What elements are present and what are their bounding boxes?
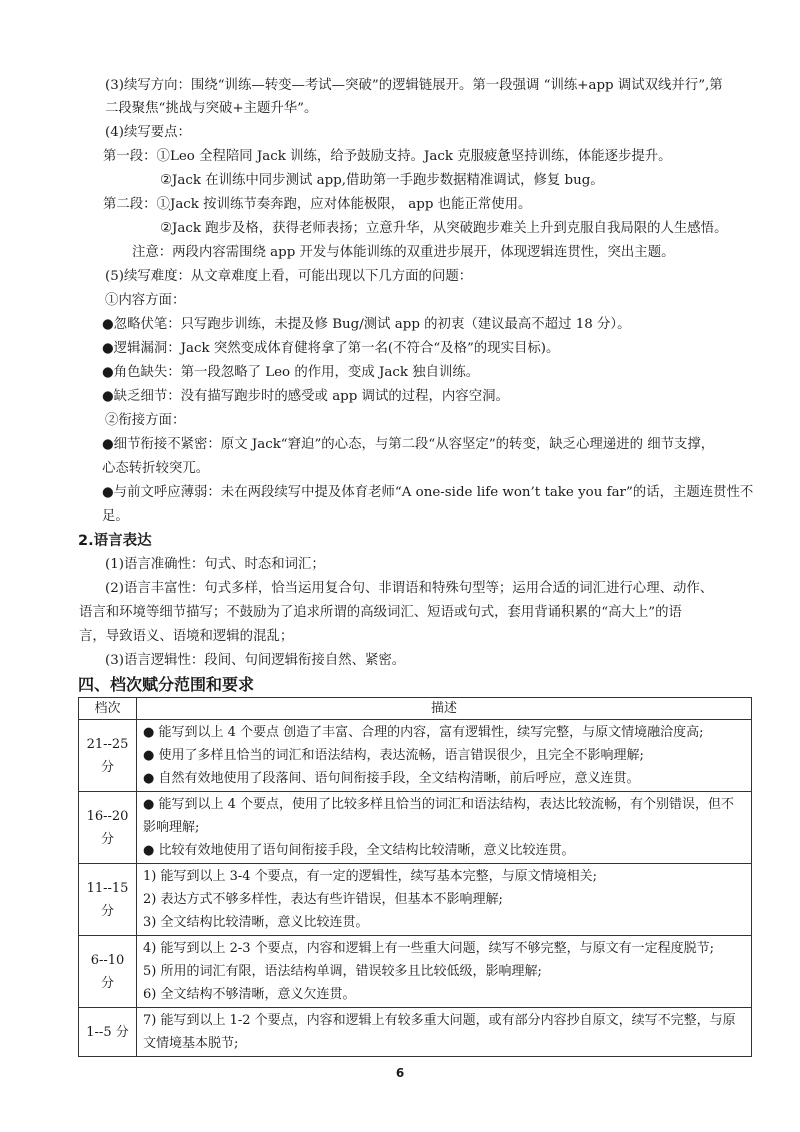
cohesion-title: ②衔接方面： bbox=[105, 413, 186, 428]
table-row bbox=[79, 1008, 752, 1057]
description-line: 6) 全文结构不够清晰，意义欠连贯。 bbox=[143, 987, 356, 1002]
table-row bbox=[79, 936, 752, 1008]
description-line: 3) 全文结构比较清晰，意义比较连贯。 bbox=[143, 915, 369, 930]
description-line: ● 使用了多样且恰当的词汇和语法结构，表达流畅，语言错误很少，且完全不影响理解; bbox=[143, 748, 644, 763]
row-description bbox=[137, 1008, 752, 1057]
description-line: ● 比较有效地使用了语句间衔接手段，全文结构比较清晰，意义比较连贯。 bbox=[143, 843, 575, 858]
table-header-row bbox=[79, 698, 752, 720]
description-line: ● 自然有效地使用了段落间、语句间衔接手段，全文结构清晰，前后呼应，意义连贯。 bbox=[143, 771, 640, 786]
language-section-title: 2.语言表达 bbox=[78, 533, 152, 549]
content-item-4: ●缺乏细节：没有描写跑步时的感受或 app 调试的过程，内容空洞。 bbox=[102, 389, 509, 404]
row-description bbox=[137, 720, 752, 792]
row-level: 21--25 分 bbox=[79, 720, 137, 792]
cohesion-item-2-line-a: ●与前文呼应薄弱：未在两段续写中提及体育老师“A one-side life won’t take you far”的话，主题连贯性不 bbox=[102, 485, 754, 500]
language-item-3: (3)语言逻辑性：段间、句间逻辑衔接自然、紧密。 bbox=[105, 653, 406, 668]
table-row bbox=[79, 864, 752, 936]
row-description bbox=[137, 864, 752, 936]
content-item-1: ●忽略伏笔：只写跑步训练，未提及修 Bug/测试 app 的初衷（建议最高不超过 18 分）。 bbox=[102, 317, 631, 332]
direction-line-2: 二段聚焦“挑战与突破+主题升华”。 bbox=[105, 101, 318, 116]
row-description bbox=[137, 936, 752, 1008]
language-item-2-line-a: (2)语言丰富性：句式多样，恰当运用复合句、非谓语和特殊句型等；运用合适的词汇进行心理、动作、 bbox=[105, 581, 714, 596]
grading-table bbox=[78, 697, 752, 1057]
grading-section-title: 四、档次赋分范围和要求 bbox=[78, 675, 255, 694]
description-line: 4) 能写到以上 2-3 个要点，内容和逻辑上有一些重大问题，续写不够完整，与原文有一定程度脱节; bbox=[143, 941, 715, 956]
paragraph1-point-a: 第一段：①Leo 全程陪同 Jack 训练，给予鼓励支持。Jack 克服疲惫坚持训练，体能逐步提升。 bbox=[103, 149, 672, 164]
language-item-2-line-c: 言，导致语义、语境和逻辑的混乱； bbox=[79, 629, 294, 644]
cohesion-item-1-line-a: ●细节衔接不紧密：原文 Jack“窘迫”的心态，与第二段“从容坚定”的转变，缺乏心理递进的 细节支撑， bbox=[102, 437, 715, 452]
row-level: 16--20 分 bbox=[79, 792, 137, 864]
content-item-3: ●角色缺失：第一段忽略了 Leo 的作用，变成 Jack 独自训练。 bbox=[102, 365, 480, 380]
row-level: 1--5 分 bbox=[79, 1008, 137, 1057]
paragraph1-point-b: ②Jack 在训练中同步测试 app,借助第一手跑步数据精准调试，修复 bug。 bbox=[160, 173, 604, 188]
row-description bbox=[137, 792, 752, 864]
cohesion-item-1-line-b: 心态转折较突兀。 bbox=[102, 461, 210, 476]
paragraph2-point-b: ②Jack 跑步及格，获得老师表扬；立意升华，从突破跑步难关上升到克服自我局限的人生感悟。 bbox=[160, 221, 728, 236]
paragraph2-point-a: 第二段：①Jack 按训练节奏奔跑，应对体能极限， app 也能正常使用。 bbox=[103, 197, 532, 212]
description-line: 7) 能写到以上 1-2 个要点，内容和逻辑上有较多重大问题，或有部分内容抄自原文，续写不完整，与原文情境基本脱节; bbox=[143, 1013, 736, 1051]
page-number: 6 bbox=[395, 1066, 405, 1080]
description-line: 5) 所用的词汇有限，语法结构单调，错误较多且比较低级，影响理解; bbox=[143, 964, 542, 979]
content-title: ①内容方面： bbox=[105, 293, 186, 308]
difficulty-line: (5)续写难度：从文章难度上看，可能出现以下几方面的问题： bbox=[105, 269, 473, 284]
direction-line-1: (3)续写方向：围绕“训练—转变—考试—突破”的逻辑链展开。第一段强调 “训练+app 调试双线并行”,第 bbox=[105, 78, 723, 93]
description-line: 1) 能写到以上 3-4 个要点，有一定的逻辑性，续写基本完整，与原文情境相关; bbox=[143, 869, 598, 884]
table-row bbox=[79, 720, 752, 792]
cohesion-item-2-line-b: 足。 bbox=[102, 509, 129, 524]
points-title: (4)续写要点： bbox=[105, 125, 191, 140]
description-line: ● 能写到以上 4 个要点 创造了丰富、合理的内容，富有逻辑性，续写完整，与原文情境融洽度高; bbox=[143, 725, 704, 740]
content-item-2: ●逻辑漏洞：Jack 突然变成体育健将拿了第一名(不符合“及格”的现实目标)。 bbox=[102, 341, 560, 356]
description-line: 2) 表达方式不够多样性，表达有些许错误，但基本不影响理解; bbox=[143, 892, 503, 907]
language-item-1: (1)语言准确性：句式、时态和词汇； bbox=[105, 557, 325, 572]
description-line: ● 能写到以上 4 个要点，使用了比较多样且恰当的词汇和语法结构，表达比较流畅，有个别错误，但不影响理解; bbox=[143, 797, 735, 835]
row-level: 11--15 分 bbox=[79, 864, 137, 936]
header-level: 档次 bbox=[79, 698, 137, 720]
row-level: 6--10 分 bbox=[79, 936, 137, 1008]
language-item-2-line-b: 语言和环境等细节描写；不鼓励为了追求所谓的高级词汇、短语或句式，套用背诵积累的“高大上”的语 bbox=[79, 605, 682, 620]
note-line: 注意：两段内容需围绕 app 开发与体能训练的双重进步展开，体现逻辑连贯性，突出主题。 bbox=[132, 245, 675, 260]
header-description: 描述 bbox=[137, 698, 752, 720]
table-row bbox=[79, 792, 752, 864]
